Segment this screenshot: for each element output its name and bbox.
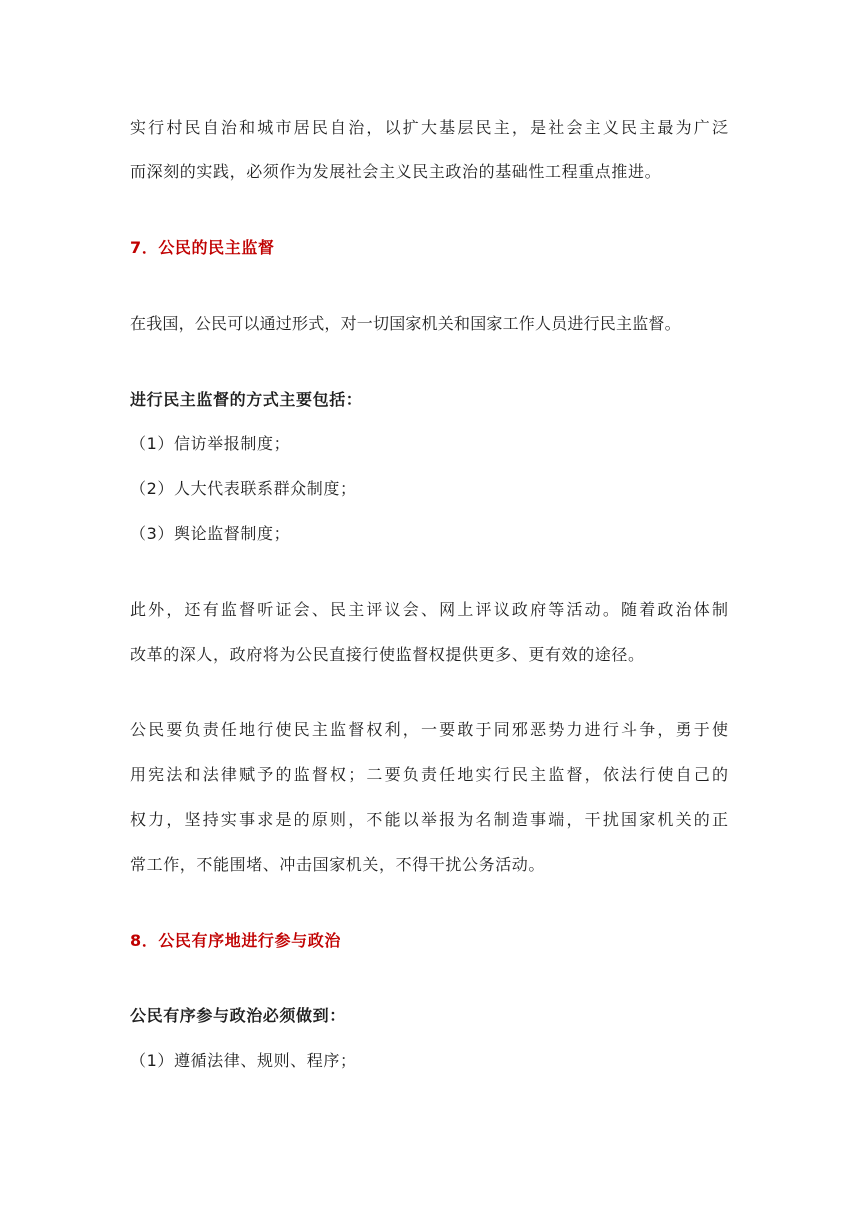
intro-line-1: 实行村民自治和城市居民自治，以扩大基层民主，是社会主义民主最为广泛 — [130, 118, 728, 137]
methods-item-3: （3）舆论监督制度； — [130, 524, 291, 543]
responsibility-line-3: 权力，坚持实事求是的原则，不能以举报为名制造事端，干扰国家机关的正 — [130, 810, 728, 829]
methods-item-2: （2）人大代表联系群众制度； — [130, 479, 357, 498]
methods-item-1: （1）信访举报制度； — [130, 434, 291, 453]
other-line-2: 改革的深人，政府将为公民直接行使监督权提供更多、更有效的途径。 — [130, 645, 645, 664]
intro-line-2: 而深刻的实践，必须作为发展社会主义民主政治的基础性工程重点推进。 — [130, 162, 662, 181]
methods-heading: 进行民主监督的方式主要包括： — [130, 390, 363, 409]
responsibility-line-2: 用宪法和法律赋予的监督权；二要负责任地实行民主监督，依法行使自己的 — [130, 765, 728, 784]
section7-heading: 7．公民的民主监督 — [130, 238, 275, 257]
section8-item-1: （1）遵循法律、规则、程序； — [130, 1051, 357, 1070]
responsibility-line-4: 常工作，不能围堵、冲击国家机关，不得干扰公务活动。 — [130, 855, 546, 874]
section8-heading: 8．公民有序地进行参与政治 — [130, 931, 341, 950]
responsibility-line-1: 公民要负责任地行使民主监督权利，一要敢于同邪恶势力进行斗争，勇于使 — [130, 720, 728, 739]
other-line-1: 此外，还有监督听证会、民主评议会、网上评议政府等活动。随着政治体制 — [130, 600, 728, 619]
section7-text: 在我国，公民可以通过形式，对一切国家机关和国家工作人员进行民主监督。 — [130, 314, 681, 333]
section8-subheading: 公民有序参与政治必须做到： — [130, 1006, 346, 1025]
